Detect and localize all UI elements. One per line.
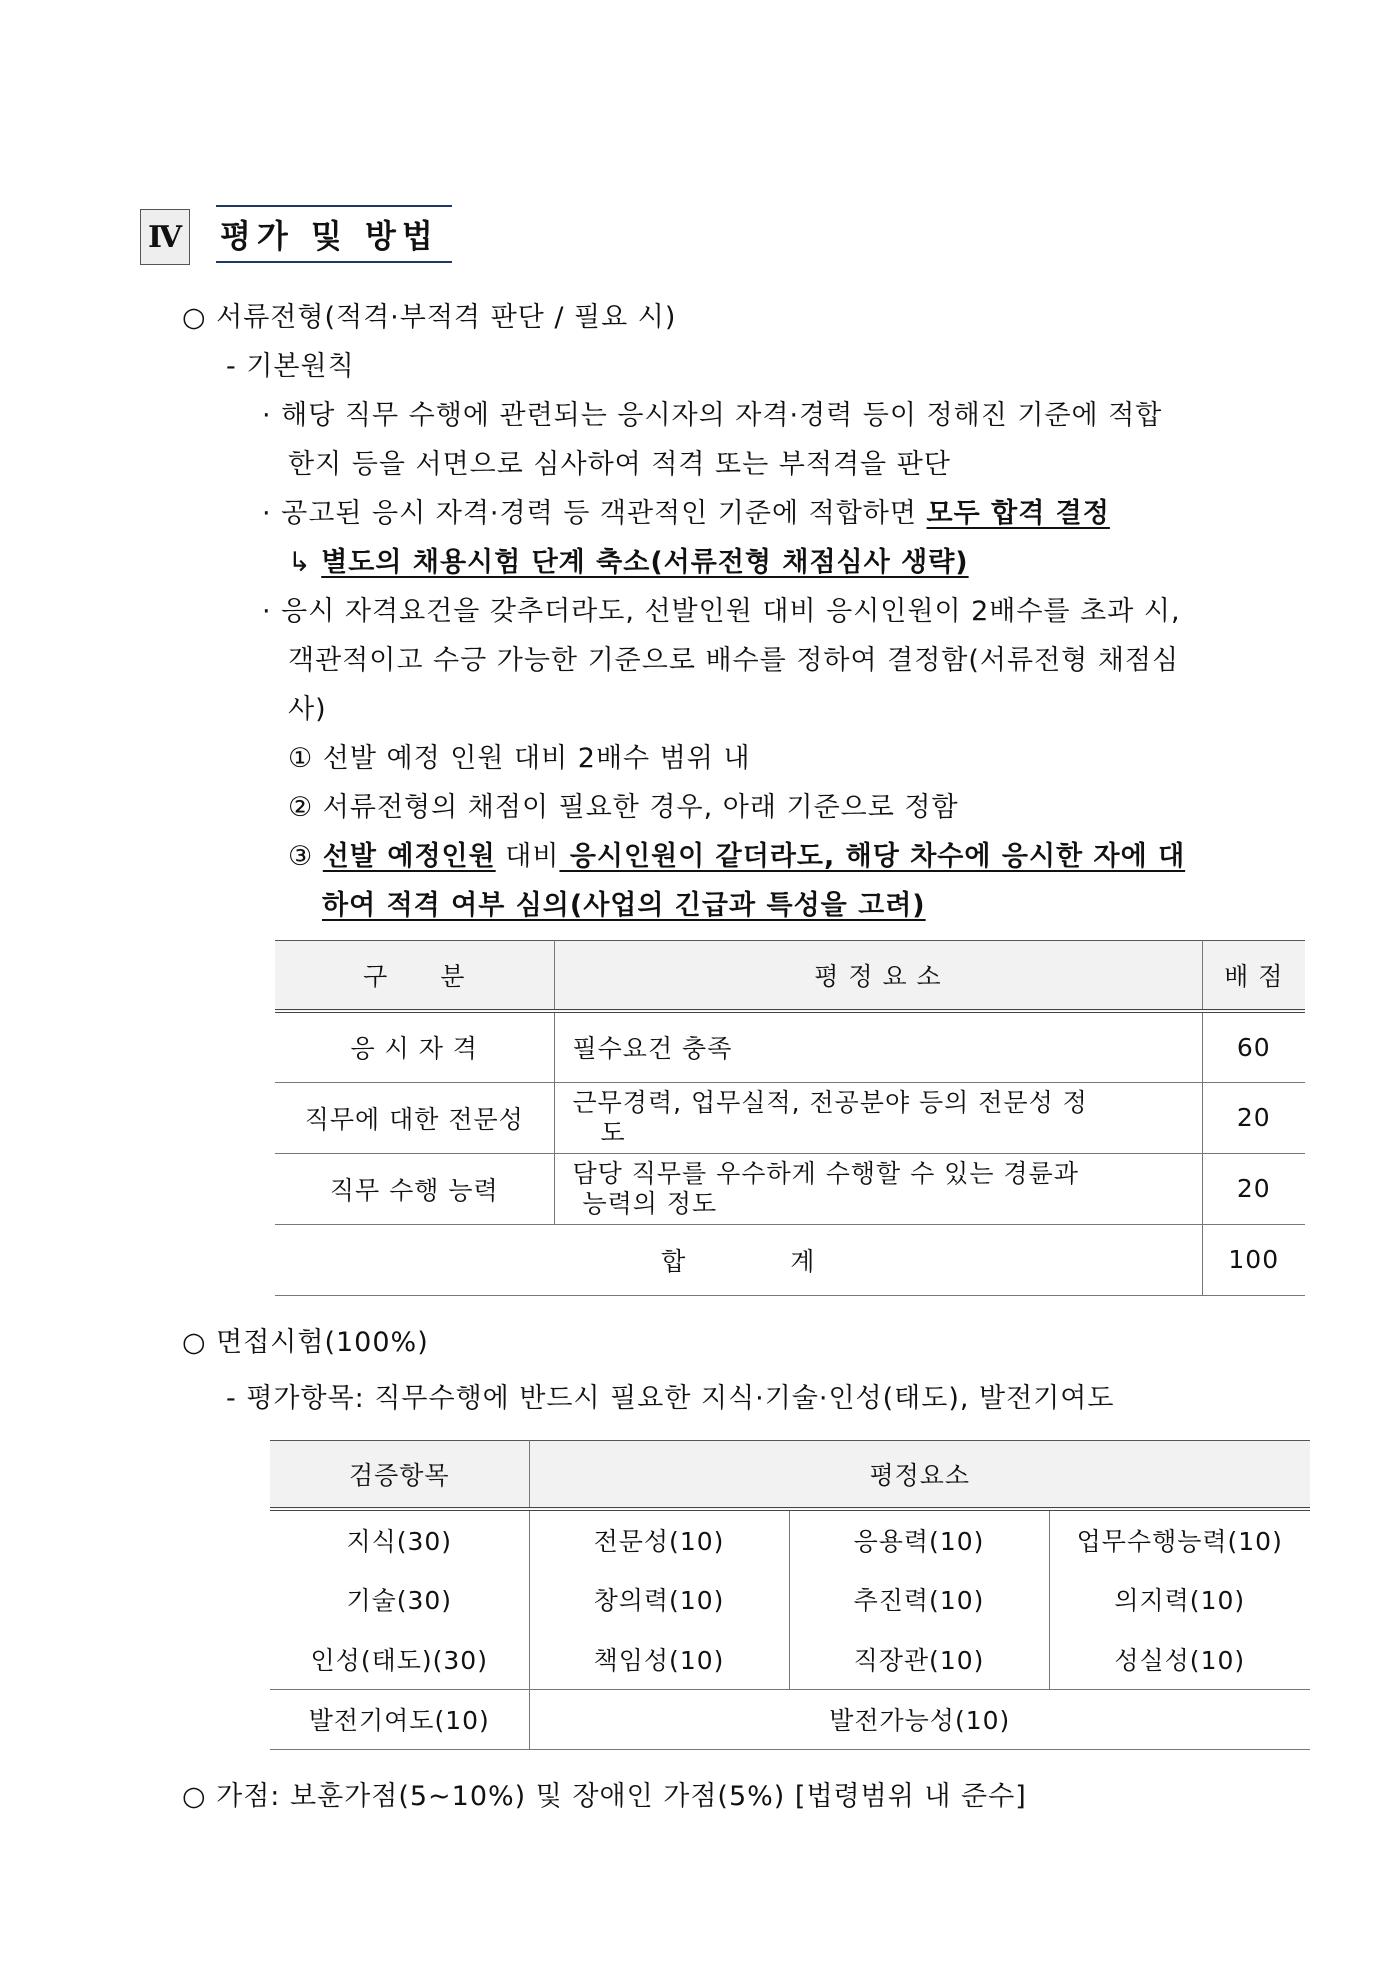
row-element [554, 1082, 1202, 1153]
header-category: 구 분 [275, 941, 554, 1012]
bonus-points: ○ 가점: 보훈가점(5~10%) 및 장애인 가점(5%) [법령범위 내 준수] [182, 1781, 1027, 1812]
row-score: 20 [1202, 1082, 1305, 1153]
principle-1-line-1: · 해당 직무 수행에 관련되는 응시자의 자격·경력 등이 정해진 기준에 적합 [262, 400, 1163, 431]
numbered-item-3-num: ③ [288, 841, 323, 872]
row-element-line-1: 근무경력, 업무실적, 전공분야 등의 전문성 정 [572, 1087, 1088, 1117]
numbered-item-3-emphasis-2: 응시인원이 같더라도, 해당 차수에 응시한 자에 대 [559, 841, 1186, 872]
table-total-row [275, 1224, 1305, 1295]
interview-items: - 평가항목: 직무수행에 반드시 필요한 지식·기술·인성(태도), 발전기여도 [226, 1383, 1115, 1414]
numbered-item-3-emphasis-1: 선발 예정인원 [322, 841, 496, 872]
row-item: 지식(30) [270, 1509, 529, 1569]
basic-principle-label: - 기본원칙 [226, 351, 355, 382]
total-label: 합 계 [275, 1224, 1202, 1295]
total-score: 100 [1202, 1224, 1305, 1295]
numbered-item-3-mid: 대비 [495, 841, 560, 872]
arrow-icon: ↳ [288, 547, 322, 578]
principle-1-line-2: 한지 등을 서면으로 심사하여 적격 또는 부적격을 판단 [288, 449, 951, 480]
row-element-line-2: 능력의 정도 [582, 1188, 718, 1218]
interview-table [270, 1440, 1310, 1750]
header-element: 평 정 요 소 [554, 941, 1202, 1012]
numbered-item-3-line-2: 하여 적격 여부 심의(사업의 긴급과 특성을 고려) [322, 890, 926, 921]
row-element: 필수요건 충족 [554, 1011, 1202, 1082]
row-element-line-1: 담당 직무를 우수하게 수행할 수 있는 경륜과 [572, 1158, 1079, 1188]
row-item: 인성(태도)(30) [270, 1629, 529, 1689]
row-element: 직장관(10) [789, 1629, 1049, 1689]
header-elements: 평정요소 [529, 1441, 1310, 1510]
row-element: 책임성(10) [529, 1629, 789, 1689]
table-row [270, 1569, 1310, 1629]
table-row [275, 1011, 1305, 1082]
table-header-row [275, 941, 1305, 1012]
row-item: 발전기여도(10) [270, 1689, 529, 1749]
row-element: 전문성(10) [529, 1509, 789, 1569]
principle-2-emphasis: 모두 합격 결정 [926, 498, 1110, 529]
table-row [275, 1153, 1305, 1224]
document-score-table [275, 940, 1305, 1296]
row-category: 직무 수행 능력 [275, 1153, 554, 1224]
row-element: 응용력(10) [789, 1509, 1049, 1569]
numbered-item-2: ② 서류전형의 채점이 필요한 경우, 아래 기준으로 정함 [288, 792, 959, 823]
row-element: 성실성(10) [1049, 1629, 1310, 1689]
row-item: 기술(30) [270, 1569, 529, 1629]
principle-2 [262, 491, 1110, 530]
interview-heading: ○ 면접시험(100%) [182, 1327, 429, 1358]
header-item: 검증항목 [270, 1441, 529, 1510]
table-row [270, 1629, 1310, 1689]
numbered-item-1: ① 선발 예정 인원 대비 2배수 범위 내 [288, 743, 751, 774]
row-element [554, 1153, 1202, 1224]
row-category: 응 시 자 격 [275, 1011, 554, 1082]
row-element-line-2: 도 [600, 1117, 626, 1147]
principle-4-line-1: · 응시 자격요건을 갖추더라도, 선발인원 대비 응시인원이 2배수를 초과 시, [262, 596, 1181, 627]
row-element: 의지력(10) [1114, 1586, 1246, 1615]
section-title: 평가 및 방법 [216, 205, 452, 263]
document-review-heading: ○ 서류전형(적격·부적격 판단 / 필요 시) [182, 302, 677, 333]
principle-3-emphasis: 별도의 채용시험 단계 축소(서류전형 채점심사 생략) [321, 547, 969, 578]
table-row [270, 1689, 1310, 1749]
principle-4-line-2: 객관적이고 수긍 가능한 기준으로 배수를 정하여 결정함(서류전형 채점심 [288, 645, 1180, 676]
numbered-item-3 [288, 834, 1185, 873]
interview-header-row [270, 1441, 1310, 1510]
row-element: 발전가능성(10) [529, 1689, 1310, 1749]
row-element: 추진력(10) [789, 1569, 1049, 1629]
principle-4-line-3: 사) [288, 694, 327, 725]
principle-2-text: · 공고된 응시 자격·경력 등 객관적인 기준에 적합하면 [262, 498, 927, 529]
row-element: 업무수행능력(10) [1076, 1527, 1283, 1556]
row-element: 창의력(10) [529, 1569, 789, 1629]
principle-3 [288, 540, 969, 579]
row-category: 직무에 대한 전문성 [275, 1082, 554, 1153]
table-row [275, 1082, 1305, 1153]
section-numeral: Ⅳ [140, 209, 190, 265]
header-score: 배 점 [1202, 941, 1305, 1012]
row-score: 20 [1202, 1153, 1305, 1224]
row-score: 60 [1202, 1011, 1305, 1082]
table-row [270, 1509, 1310, 1569]
